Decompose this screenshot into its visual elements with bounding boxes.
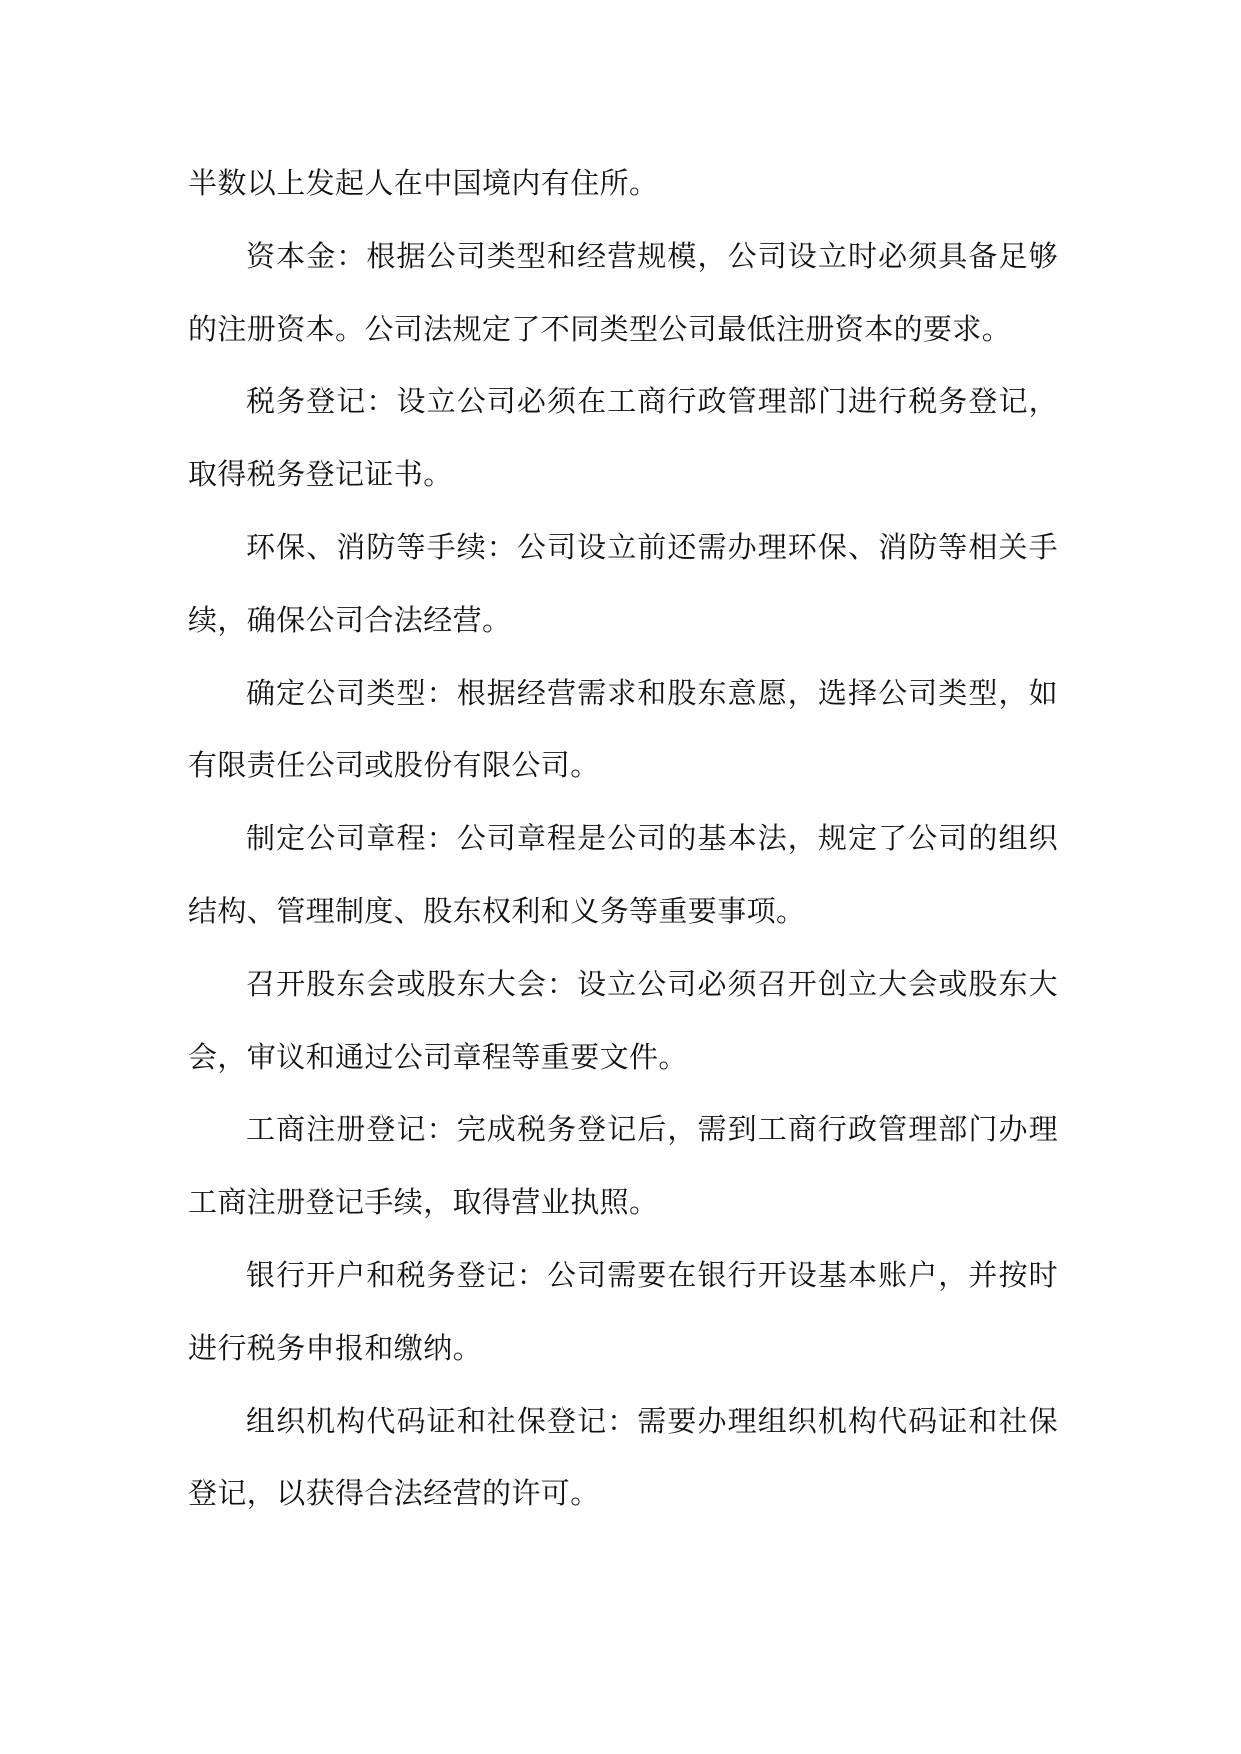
paragraph-articles-of-association: 制定公司章程：公司章程是公司的基本法，规定了公司的组织结构、管理制度、股东权利和义务等重要事项。 [188, 821, 1058, 928]
paragraph-environment-fire-procedures: 环保、消防等手续：公司设立前还需办理环保、消防等相关手续，确保公司合法经营。 [188, 529, 1058, 637]
paragraph-business-registration: 工商注册登记：完成税务登记后，需到工商行政管理部门办理工商注册登记手续，取得营业执照。 [188, 1112, 1058, 1220]
paragraph-company-type: 确定公司类型：根据经营需求和股东意愿，选择公司类型，如有限责任公司或股份有限公司。 [188, 675, 1058, 783]
document-body [188, 147, 1058, 1530]
paragraph-tax-registration: 税务登记：设立公司必须在工商行政管理部门进行税务登记，取得税务登记证书。 [188, 384, 1058, 492]
paragraph-registered-capital: 资本金：根据公司类型和经营规模，公司设立时必须具备足够的注册资本。公司法规定了不同类型公司最低注册资本的要求。 [188, 238, 1058, 346]
paragraph-shareholders-meeting: 召开股东会或股东大会：设立公司必须召开创立大会或股东大会，审议和通过公司章程等重要文件。 [188, 966, 1058, 1074]
paragraph-continuation: 半数以上发起人在中国境内有住所。 [188, 166, 659, 200]
paragraph-bank-account-tax: 银行开户和税务登记：公司需要在银行开设基本账户，并按时进行税务申报和缴纳。 [188, 1257, 1058, 1365]
paragraph-organization-code-social-security: 组织机构代码证和社保登记：需要办理组织机构代码证和社保登记，以获得合法经营的许可。 [188, 1403, 1058, 1511]
